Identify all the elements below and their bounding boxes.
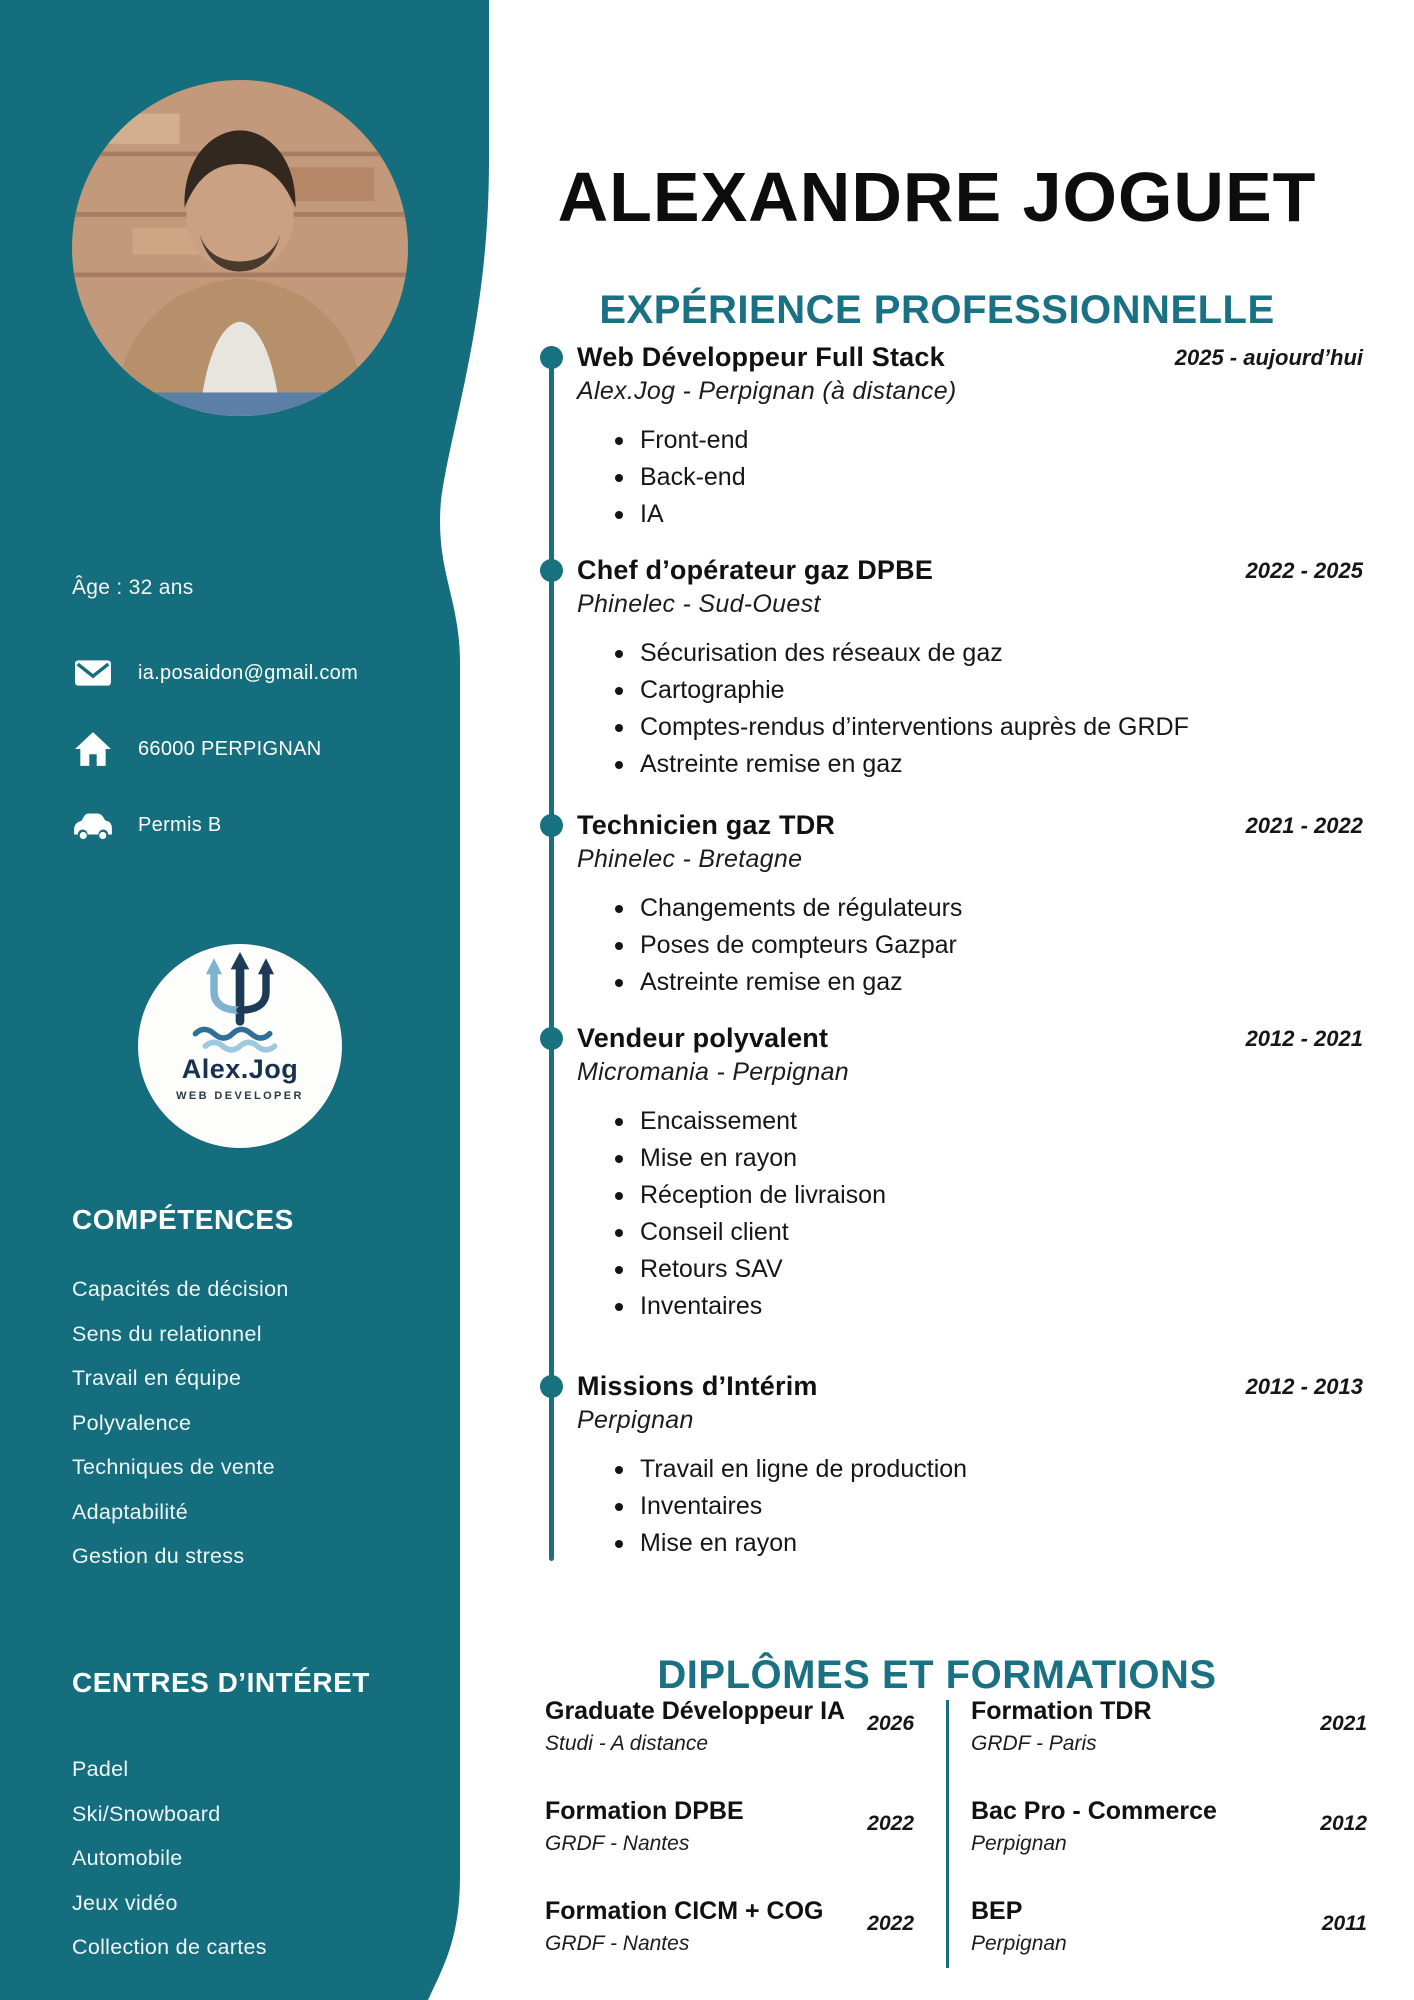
job-bullet [577, 1220, 1197, 1245]
bullet-dot-icon [615, 1540, 623, 1548]
job-bullet [577, 1183, 1197, 1208]
competences-heading: COMPÉTENCES [72, 1204, 294, 1235]
job-bullet [577, 933, 1197, 958]
job-bullet-text: Comptes-rendus d’interventions auprès de GRDF [640, 713, 1189, 741]
timeline-dot [540, 814, 563, 837]
competences-list [72, 1279, 289, 1568]
interests-heading: CENTRES D’INTÉRET [72, 1667, 370, 1698]
diploma-year: 2022 [867, 1812, 914, 1835]
job-bullet [577, 970, 1197, 995]
job-bullet [577, 1494, 1197, 1519]
job-company: Alex.Jog - Perpignan (à distance) [577, 377, 957, 405]
timeline-dot [540, 559, 563, 582]
diploma-year: 2021 [1320, 1712, 1367, 1735]
diplomas-section-heading: DIPLÔMES ET FORMATIONS [657, 1653, 1217, 1698]
diploma-place: GRDF - Paris [971, 1732, 1097, 1755]
bullet-dot-icon [615, 511, 623, 519]
competence-item: Sens du relationnel [72, 1321, 262, 1346]
diploma-title: Formation CICM + COG [545, 1897, 824, 1925]
job-bullet-text: Inventaires [640, 1292, 763, 1320]
job-bullet [577, 1457, 1197, 1482]
contact-row [72, 807, 358, 843]
bullet-dot-icon [615, 979, 623, 987]
bullet-dot-icon [615, 1192, 623, 1200]
interest-item: Jeux vidéo [72, 1890, 178, 1915]
job-bullet-text: IA [640, 500, 664, 528]
diploma-title: Formation DPBE [545, 1797, 744, 1825]
diploma-place: Studi - A distance [545, 1732, 709, 1755]
competence-item: Capacités de décision [72, 1277, 289, 1301]
job-bullet [577, 1109, 1197, 1134]
job-bullet-list [577, 641, 1197, 777]
job-period: 2021 - 2022 [1245, 813, 1363, 838]
job-bullet [577, 1294, 1197, 1319]
job-bullet-text: Réception de livraison [640, 1181, 886, 1209]
diploma-entry [971, 1896, 1367, 1958]
diplomas-column-divider [946, 1700, 949, 1968]
timeline-dot [540, 346, 563, 369]
competence-item: Gestion du stress [72, 1544, 245, 1568]
diploma-entry [971, 1696, 1367, 1758]
diploma-title: Formation TDR [971, 1697, 1152, 1725]
job-bullet-list [577, 1457, 1197, 1556]
job-bullet [577, 1146, 1197, 1171]
job-bullet-text: Travail en ligne de production [640, 1455, 968, 1483]
job-bullet-list [577, 1109, 1197, 1319]
job-period: 2012 - 2013 [1245, 1374, 1363, 1399]
interest-item: Ski/Snowboard [72, 1801, 221, 1826]
bullet-dot-icon [615, 724, 623, 732]
diploma-place: GRDF - Nantes [545, 1932, 690, 1955]
job-bullet-text: Mise en rayon [640, 1529, 798, 1557]
job-bullet [577, 1531, 1197, 1556]
competence-item: Techniques de vente [72, 1455, 275, 1479]
timeline-dot [540, 1027, 563, 1050]
job-bullet [577, 502, 1197, 527]
job-bullet-text: Inventaires [640, 1492, 763, 1520]
interest-item: Collection de cartes [72, 1935, 267, 1959]
job-bullet-text: Back-end [640, 463, 746, 491]
diploma-entry [545, 1796, 914, 1858]
contact-label: 66000 PERPIGNAN [138, 737, 322, 760]
bullet-dot-icon [615, 474, 623, 482]
job-bullet [577, 896, 1197, 921]
job-bullet-list [577, 896, 1197, 995]
interest-item: Automobile [72, 1846, 183, 1870]
job-bullet [577, 1257, 1197, 1282]
job-bullet-text: Cartographie [640, 676, 785, 704]
job-bullet-text: Changements de régulateurs [640, 894, 963, 922]
job-bullet-text: Astreinte remise en gaz [640, 968, 903, 996]
job-company: Micromania - Perpignan [577, 1058, 849, 1086]
diploma-entry [545, 1896, 914, 1958]
bullet-dot-icon [615, 1155, 623, 1163]
envelope-icon [72, 658, 114, 688]
job-title: Vendeur polyvalent [577, 1023, 829, 1053]
interest-item: Padel [72, 1757, 129, 1781]
job-bullet-text: Sécurisation des réseaux de gaz [640, 639, 1003, 667]
contact-list [72, 655, 358, 843]
job-bullet-text: Retours SAV [640, 1255, 783, 1283]
job-title: Technicien gaz TDR [577, 810, 836, 840]
bullet-dot-icon [615, 650, 623, 658]
logo-brand-text: Alex.Jog [181, 1054, 299, 1084]
job-bullet-text: Poses de compteurs Gazpar [640, 931, 957, 959]
competence-item: Travail en équipe [72, 1366, 242, 1390]
diploma-year: 2026 [867, 1712, 914, 1735]
job-bullet-text: Front-end [640, 426, 749, 454]
job-title: Missions d’Intérim [577, 1371, 818, 1401]
bullet-dot-icon [615, 1266, 623, 1274]
bullet-dot-icon [615, 437, 623, 445]
competence-item: Polyvalence [72, 1410, 192, 1435]
page-title: ALEXANDRE JOGUET [557, 157, 1317, 236]
experience-entry [577, 553, 1197, 789]
profile-photo [72, 80, 408, 416]
job-company: Perpignan [577, 1406, 694, 1434]
diploma-place: Perpignan [971, 1832, 1067, 1855]
job-bullet [577, 641, 1197, 666]
job-bullet [577, 752, 1197, 777]
job-bullet-text: Mise en rayon [640, 1144, 798, 1172]
diploma-year: 2022 [867, 1912, 914, 1935]
bullet-dot-icon [615, 761, 623, 769]
experience-section-heading: EXPÉRIENCE PROFESSIONNELLE [599, 288, 1275, 333]
job-title: Web Développeur Full Stack [577, 342, 945, 372]
diploma-year: 2011 [1321, 1912, 1367, 1935]
contact-row [72, 655, 358, 691]
job-bullet [577, 715, 1197, 740]
diploma-year: 2012 [1320, 1812, 1367, 1835]
personal-logo [138, 944, 342, 1148]
contact-label[interactable]: ia.posaidon@gmail.com [138, 661, 359, 684]
contact-row [72, 731, 358, 767]
diploma-place: Perpignan [971, 1932, 1067, 1955]
bullet-dot-icon [615, 687, 623, 695]
job-period: 2022 - 2025 [1245, 558, 1363, 583]
bullet-dot-icon [615, 1229, 623, 1237]
age-label: Âge : 32 ans [72, 576, 194, 599]
home-icon [72, 731, 114, 767]
timeline-dot [540, 1375, 563, 1398]
interests-list [72, 1759, 267, 1959]
job-period: 2025 - aujourd’hui [1174, 345, 1363, 370]
job-company: Phinelec - Bretagne [577, 845, 803, 873]
job-bullet [577, 678, 1197, 703]
car-icon [72, 808, 114, 842]
diploma-entry [971, 1796, 1367, 1858]
job-bullet-text: Astreinte remise en gaz [640, 750, 903, 778]
experience-entry [577, 1021, 1197, 1331]
job-bullet [577, 465, 1197, 490]
diploma-title: Bac Pro - Commerce [971, 1797, 1217, 1825]
job-bullet [577, 428, 1197, 453]
job-company: Phinelec - Sud-Ouest [577, 590, 821, 618]
job-bullet-list [577, 428, 1197, 527]
job-period: 2012 - 2021 [1245, 1026, 1363, 1051]
diploma-place: GRDF - Nantes [545, 1832, 690, 1855]
job-bullet-text: Conseil client [640, 1218, 789, 1246]
trident-icon [178, 952, 302, 1056]
competence-item: Adaptabilité [72, 1499, 188, 1524]
bullet-dot-icon [615, 942, 623, 950]
bullet-dot-icon [615, 1303, 623, 1311]
bullet-dot-icon [615, 1503, 623, 1511]
bullet-dot-icon [615, 1466, 623, 1474]
contact-label: Permis B [138, 813, 222, 836]
diploma-title: BEP [971, 1897, 1023, 1925]
logo-tagline: WEB DEVELOPER [176, 1090, 304, 1102]
job-bullet-text: Encaissement [640, 1107, 798, 1135]
job-title: Chef d’opérateur gaz DPBE [577, 555, 934, 585]
bullet-dot-icon [615, 905, 623, 913]
diploma-title: Graduate Développeur IA [545, 1697, 846, 1725]
bullet-dot-icon [615, 1118, 623, 1126]
diploma-entry [545, 1696, 914, 1758]
